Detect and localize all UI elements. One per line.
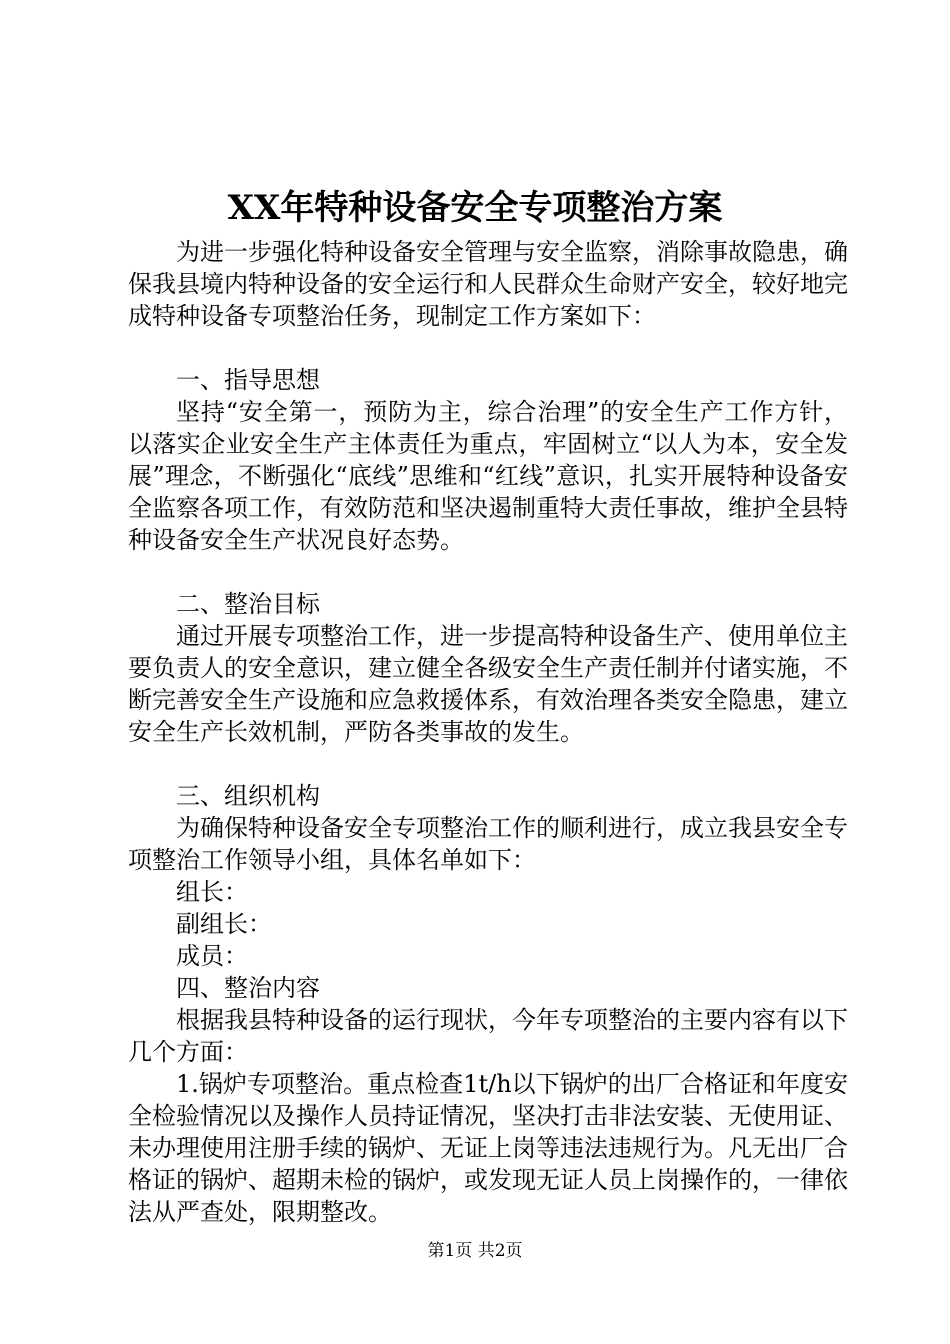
section-text-guiding-ideology: 坚持“安全第一，预防为主，综合治理”的安全生产工作方针，以落实企业安全生产主体责任为重点，牢固树立“以人为本，安全发展”理念，不断强化“底线”思维和“红线”意识，扎实开展特种设备安全监察各项工作，有效防范和坚决遏制重特大责任事故，维护全县特种设备安全生产状况良好态势。	[128, 398, 848, 554]
section-heading-content: 四、整治内容	[176, 974, 320, 1002]
section-heading-organization: 三、组织机构	[176, 782, 320, 810]
paragraph-spacer	[128, 332, 848, 364]
content-item-boiler: 1.锅炉专项整治。重点检查1t/h以下锅炉的出厂合格证和年度安全检验情况以及操作人员持证情况，坚决打击非法安装、无使用证、未办理使用注册手续的锅炉、无证上岗等违法违规行为。凡无出厂合格证的锅炉、超期未检的锅炉，或发现无证人员上岗操作的，一律依法从严查处，限期整改。	[128, 1070, 848, 1226]
deputy-leader-line: 副组长：	[176, 910, 272, 938]
leader-line: 组长：	[176, 878, 248, 906]
section-heading-guiding-ideology: 一、指导思想	[176, 366, 320, 394]
members-line: 成员：	[176, 942, 248, 970]
section-text-content: 根据我县特种设备的运行现状，今年专项整治的主要内容有以下几个方面：	[128, 1006, 848, 1066]
document-body	[128, 236, 848, 1228]
paragraph-spacer	[128, 556, 848, 588]
document-title: XX年特种设备安全专项整治方案	[227, 188, 723, 228]
paragraph-spacer	[128, 748, 848, 780]
page-footer: 第1页 共2页	[427, 1241, 523, 1261]
section-text-organization: 为确保特种设备安全专项整治工作的顺利进行，成立我县安全专项整治工作领导小组，具体名单如下：	[128, 814, 848, 874]
section-text-goals: 通过开展专项整治工作，进一步提高特种设备生产、使用单位主要负责人的安全意识，建立健全各级安全生产责任制并付诸实施，不断完善安全生产设施和应急救援体系，有效治理各类安全隐患，建立安全生产长效机制，严防各类事故的发生。	[128, 622, 848, 746]
intro-paragraph: 为进一步强化特种设备安全管理与安全监察，消除事故隐患，确保我县境内特种设备的安全运行和人民群众生命财产安全，较好地完成特种设备专项整治任务，现制定工作方案如下：	[128, 238, 848, 330]
section-heading-goals: 二、整治目标	[176, 590, 320, 618]
